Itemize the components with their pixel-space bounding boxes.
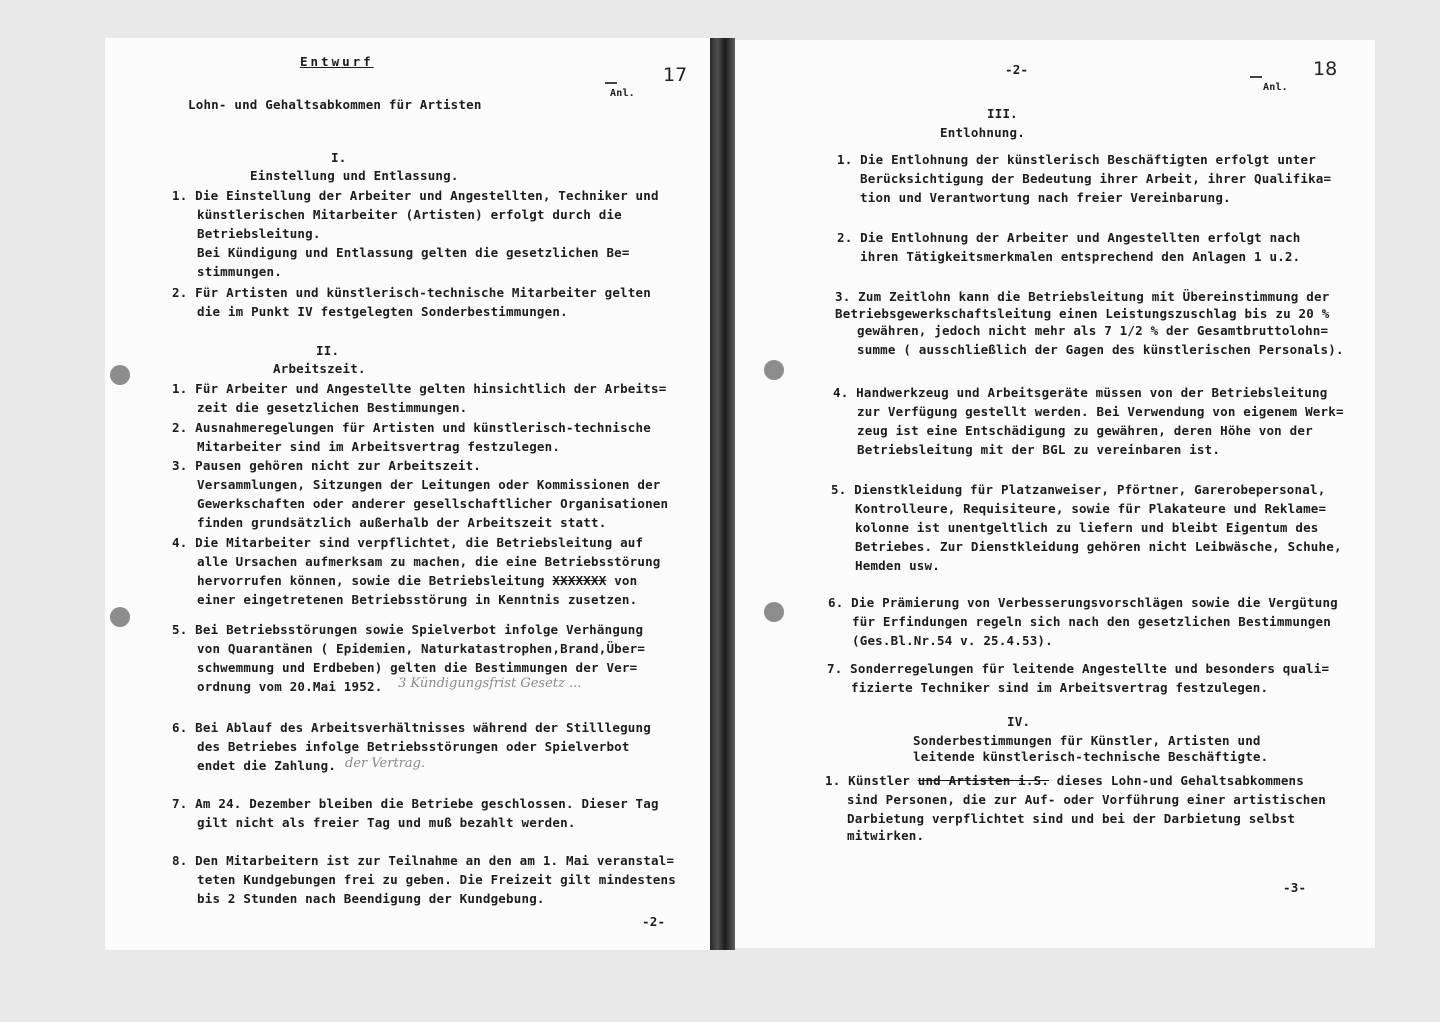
paragraph-line: bis 2 Stunden nach Beendigung der Kundgebung. bbox=[197, 891, 545, 906]
paragraph-line: Betriebsgewerkschaftsleitung einen Leistungszuschlag bis zu 20 % bbox=[835, 306, 1330, 321]
paragraph-line: 2. Ausnahmeregelungen für Artisten und künstlerisch-technische bbox=[172, 420, 651, 435]
section-number: I. bbox=[331, 150, 347, 165]
paragraph-line: Betriebsleitung. bbox=[197, 226, 321, 241]
section-number: III. bbox=[987, 106, 1018, 121]
paragraph-line: stimmungen. bbox=[197, 264, 282, 279]
paragraph-line: Betriebsleitung mit der BGL zu vereinbaren ist. bbox=[857, 442, 1221, 457]
page-footer: -2- bbox=[642, 914, 666, 929]
paragraph-line: 1. Für Arbeiter und Angestellte gelten hinsichtlich der Arbeits= bbox=[172, 381, 667, 396]
paragraph-line: 3. Pausen gehören nicht zur Arbeitszeit. bbox=[172, 458, 482, 473]
paragraph-line: 1. Die Einstellung der Arbeiter und Angestellten, Techniker und bbox=[172, 188, 659, 203]
struck-text: und Artisten i.S. bbox=[917, 773, 1050, 788]
paragraph-line: summe ( ausschließlich der Gagen des künstlerischen Personals). bbox=[857, 342, 1344, 357]
paragraph-line: tion und Verantwortung nach freier Vereinbarung. bbox=[860, 190, 1231, 205]
paragraph-line: kolonne ist unentgeltlich zu liefern und bleibt Eigentum des bbox=[855, 520, 1319, 535]
paragraph-line: 5. Bei Betriebsstörungen sowie Spielverbot infolge Verhängung bbox=[172, 622, 644, 637]
paragraph-line-part: von bbox=[606, 573, 638, 588]
paragraph-line: finden grundsätzlich außerhalb der Arbeitszeit statt. bbox=[197, 515, 607, 530]
paragraph-line-part: dieses Lohn-und Gehaltsabkommens bbox=[1049, 773, 1305, 788]
paragraph-line: Mitarbeiter sind im Arbeitsvertrag festzulegen. bbox=[197, 439, 561, 454]
punch-hole bbox=[110, 607, 130, 627]
paragraph-line-part: hervorrufen können, sowie die Betriebsleitung bbox=[197, 573, 553, 588]
paragraph-line: 6. Die Prämierung von Verbesserungsvorschlägen sowie die Vergütung bbox=[828, 595, 1338, 610]
paragraph-line: 8. Den Mitarbeitern ist zur Teilnahme an den am 1. Mai veranstal= bbox=[172, 853, 675, 868]
paragraph-line: teten Kundgebungen frei zu geben. Die Freizeit gilt mindestens bbox=[197, 872, 676, 887]
paragraph-line: Hemden usw. bbox=[855, 558, 940, 573]
paragraph-line: endet die Zahlung. bbox=[197, 758, 337, 773]
paragraph-line: 5. Dienstkleidung für Platzanweiser, Pförtner, Garerobepersonal, bbox=[831, 482, 1326, 497]
section-number: IV. bbox=[1007, 714, 1031, 729]
left-page bbox=[105, 38, 710, 950]
paragraph-line: zur Verfügung gestellt werden. Bei Verwendung von eigenem Werk= bbox=[857, 404, 1344, 419]
paragraph-line: einer eingetretenen Betriebsstörung in Kenntnis zusetzen. bbox=[197, 592, 638, 607]
paragraph-line: 2. Die Entlohnung der Arbeiter und Angestellten erfolgt nach bbox=[837, 230, 1301, 245]
paragraph-line: zeit die gesetzlichen Bestimmungen. bbox=[197, 400, 468, 415]
paragraph-line: Bei Kündigung und Entlassung gelten die gesetzlichen Be= bbox=[197, 245, 630, 260]
paragraph-line: von Quarantänen ( Epidemien, Naturkatastrophen,Brand,Über= bbox=[197, 641, 646, 656]
struck-text: XXXXXXX bbox=[552, 573, 607, 588]
paragraph-line: für Erfindungen regeln sich nach den gesetzlichen Bestimmungen bbox=[852, 614, 1331, 629]
paragraph-line: ihren Tätigkeitsmerkmalen entsprechend den Anlagen 1 u.2. bbox=[860, 249, 1301, 264]
section-title: Entlohnung. bbox=[940, 125, 1025, 140]
paragraph-line: Versammlungen, Sitzungen der Leitungen oder Kommissionen der bbox=[197, 477, 661, 492]
paragraph-line: sind Personen, die zur Auf- oder Vorführung einer artistischen bbox=[847, 792, 1326, 807]
section-title: leitende künstlerisch-technische Beschäftigte. bbox=[913, 749, 1269, 764]
paragraph-line: zeug ist eine Entschädigung zu gewähren, deren Höhe von der bbox=[857, 423, 1313, 438]
page-dash-mark bbox=[1250, 76, 1262, 78]
paragraph-line: Darbietung verpflichtet sind und bei der Darbietung selbst bbox=[847, 811, 1296, 826]
page-number: 18 bbox=[1313, 58, 1338, 80]
paragraph-line: gewähren, jedoch nicht mehr als 7 1/2 % der Gesamtbruttolohn= bbox=[857, 323, 1329, 338]
paragraph-line-part: 1. Künstler bbox=[825, 773, 918, 788]
section-title: Arbeitszeit. bbox=[273, 361, 366, 376]
paragraph-line: ordnung vom 20.Mai 1952. bbox=[197, 679, 383, 694]
paragraph-line: Berücksichtigung der Bedeutung ihrer Arbeit, ihrer Qualifika= bbox=[860, 171, 1332, 186]
page-header-number: -2- bbox=[1005, 62, 1029, 77]
handwritten-note: der Vertrag. bbox=[345, 756, 426, 771]
stamp-mark: Anl. bbox=[610, 88, 635, 99]
paragraph-line: 1. Die Entlohnung der künstlerisch Beschäftigten erfolgt unter bbox=[837, 152, 1316, 167]
paragraph-line: künstlerischen Mitarbeiter (Artisten) erfolgt durch die bbox=[197, 207, 622, 222]
paragraph-line: Kontrolleure, Requisiteure, sowie für Plakateure und Reklame= bbox=[855, 501, 1327, 516]
paragraph-line: 4. Handwerkzeug und Arbeitsgeräte müssen von der Betriebsleitung bbox=[833, 385, 1328, 400]
paragraph-line: 6. Bei Ablauf des Arbeitsverhältnisses während der Stilllegung bbox=[172, 720, 651, 735]
punch-hole bbox=[764, 602, 784, 622]
paragraph-line: 7. Am 24. Dezember bleiben die Betriebe geschlossen. Dieser Tag bbox=[172, 796, 659, 811]
page-footer: -3- bbox=[1283, 880, 1307, 895]
paragraph-line: schwemmung und Erdbeben) gelten die Bestimmungen der Ver= bbox=[197, 660, 638, 675]
paragraph-line: 7. Sonderregelungen für leitende Angestellte und besonders quali= bbox=[827, 661, 1330, 676]
section-number: II. bbox=[316, 343, 340, 358]
stamp-mark: Anl. bbox=[1263, 82, 1288, 93]
document-header-title: Entwurf bbox=[300, 54, 374, 69]
paragraph-line: 3. Zum Zeitlohn kann die Betriebsleitung mit Übereinstimmung der bbox=[835, 289, 1330, 304]
page-number: 17 bbox=[663, 64, 688, 86]
paragraph-line: mitwirken. bbox=[847, 828, 925, 843]
section-title: Einstellung und Entlassung. bbox=[250, 168, 459, 183]
handwritten-note: 3 Kündigungsfrist Gesetz ... bbox=[398, 676, 582, 691]
paragraph-line: Betriebes. Zur Dienstkleidung gehören nicht Leibwäsche, Schuhe, bbox=[855, 539, 1342, 554]
document-subtitle: Lohn- und Gehaltsabkommen für Artisten bbox=[188, 97, 482, 112]
right-page bbox=[735, 40, 1375, 948]
punch-hole bbox=[110, 365, 130, 385]
paragraph-line: alle Ursachen aufmerksam zu machen, die eine Betriebsstörung bbox=[197, 554, 661, 569]
paragraph-line: 4. Die Mitarbeiter sind verpflichtet, die Betriebsleitung auf bbox=[172, 535, 644, 550]
paragraph-line: gilt nicht als freier Tag und muß bezahlt werden. bbox=[197, 815, 576, 830]
paragraph-line: die im Punkt IV festgelegten Sonderbestimmungen. bbox=[197, 304, 568, 319]
section-title: Sonderbestimmungen für Künstler, Artisten und bbox=[913, 733, 1261, 748]
paragraph-line: fizierte Techniker sind im Arbeitsvertrag festzulegen. bbox=[851, 680, 1269, 695]
paragraph-line bbox=[197, 571, 637, 590]
paragraph-line: 2. Für Artisten und künstlerisch-technische Mitarbeiter gelten bbox=[172, 285, 651, 300]
book-gutter bbox=[710, 38, 735, 950]
punch-hole bbox=[764, 360, 784, 380]
paragraph-line bbox=[825, 771, 1304, 790]
paragraph-line: des Betriebes infolge Betriebsstörungen oder Spielverbot bbox=[197, 739, 630, 754]
paragraph-line: Gewerkschaften oder anderer gesellschaftlicher Organisationen bbox=[197, 496, 669, 511]
paragraph-line: (Ges.Bl.Nr.54 v. 25.4.53). bbox=[852, 633, 1053, 648]
